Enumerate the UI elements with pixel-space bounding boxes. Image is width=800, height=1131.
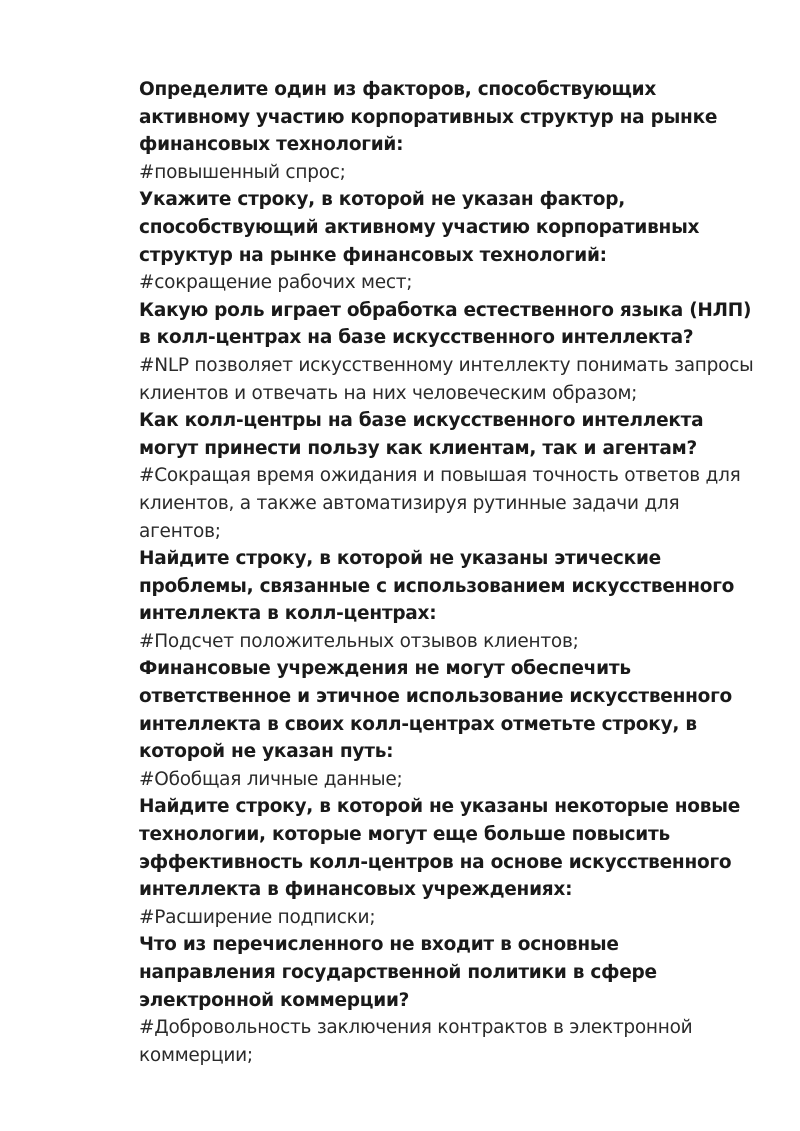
- answer-text: #Подсчет положительных отзывов клиентов;: [139, 630, 579, 652]
- question-text: Финансовые учреждения не могут обеспечить ответственное и этичное использование искусственного интеллекта в своих колл-центрах отметьте строку, в которой не указан путь:: [139, 658, 733, 763]
- question-text: Укажите строку, в которой не указан фактор, способствующий активному участию корпоративных структур на рынке финансовых технологий:: [139, 189, 700, 266]
- qa-item-8: [139, 931, 759, 1069]
- answer-text: #Добровольность заключения контрактов в электронной коммерции;: [139, 1017, 693, 1066]
- qa-item-4: [139, 407, 759, 545]
- qa-item-6: [139, 655, 759, 793]
- qa-item-1: [139, 76, 759, 186]
- question-text: Определите один из факторов, способствующих активному участию корпоративных структур на рынке финансовых технологий:: [139, 79, 718, 156]
- answer-text: #Сокращая время ожидания и повышая точность ответов для клиентов, а также автоматизируя рутинные задачи для агентов;: [139, 465, 741, 542]
- answer-text: #повышенный спрос;: [139, 161, 346, 183]
- question-text: Что из перечисленного не входит в основные направления государственной политики в сфере электронной коммерции?: [139, 934, 657, 1011]
- answer-text: #сокращение рабочих мест;: [139, 272, 413, 294]
- qa-item-2: [139, 186, 759, 296]
- question-text: Найдите строку, в которой не указаны некоторые новые технологии, которые могут еще больше повысить эффективность колл-центров на основе искусственного интеллекта в финансовых учреждениях:: [139, 796, 740, 901]
- qa-item-5: [139, 545, 759, 655]
- answer-text: #NLP позволяет искусственному интеллекту понимать запросы клиентов и отвечать на них человеческим образом;: [139, 354, 754, 404]
- question-text: Какую роль играет обработка естественного языка (НЛП) в колл-центрах на базе искусственного интеллекта?: [139, 299, 752, 349]
- answer-text: #Обобщая личные данные;: [139, 768, 403, 790]
- qa-item-7: [139, 793, 759, 931]
- question-text: Как колл-центры на базе искусственного интеллекта могут принести пользу как клиентам, так и агентам?: [139, 410, 704, 459]
- document-page: [139, 76, 759, 1069]
- qa-item-3: [139, 297, 759, 407]
- answer-text: #Расширение подписки;: [139, 906, 376, 928]
- question-text: Найдите строку, в которой не указаны этические проблемы, связанные с использованием искусственного интеллекта в колл-центрах:: [139, 548, 735, 625]
